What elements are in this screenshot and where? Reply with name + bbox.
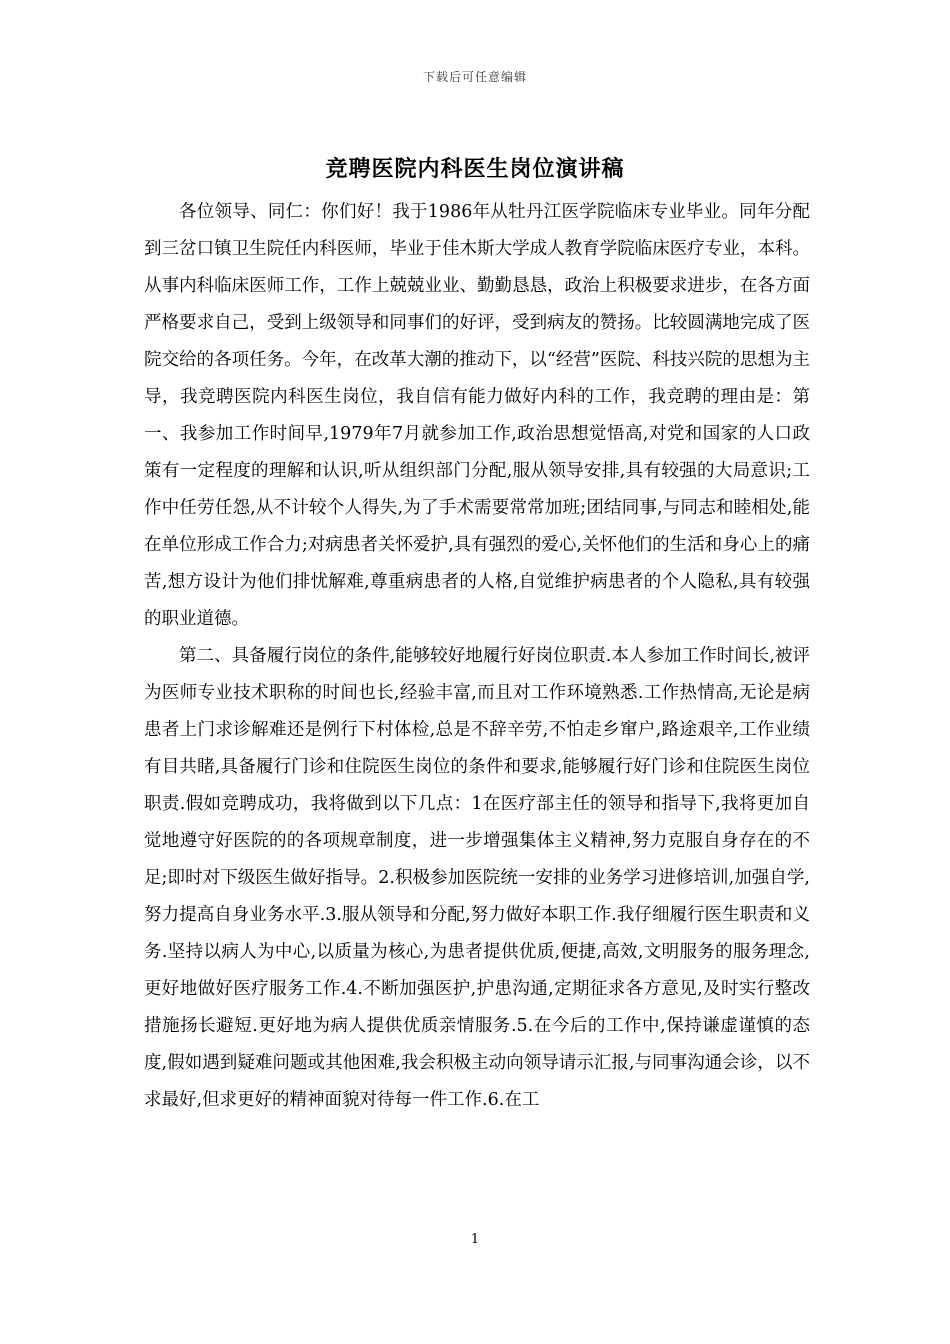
document-title: 竞聘医院内科医生岗位演讲稿 — [325, 156, 625, 182]
page-header: 下载后可任意编辑 — [422, 70, 527, 84]
page-number: 1 — [470, 1232, 480, 1247]
paragraph-1: 各位领导、同仁：你们好！我于1986年从牡丹江医学院临床专业毕业。同年分配到三岔口镇卫生院任内科医师，毕业于佳木斯大学成人教育学院临床医疗专业，本科。从事内科临床医师工作，工作上兢兢业业、勤勤恳恳，政治上积极要求进步，在各方面严格要求自己，受到上级领导和同事们的好评，受到病友的赞扬。比较圆满地完成了医院交给的各项任务。今年，在改革大潮的推动下，以“经营”医院、科技兴院的思想为主导，我竞聘医院内科医生岗位，我自信有能力做好内科的工作，我竞聘的理由是：第一、我参加工作时间早,1979年7月就参加工作,政治思想觉悟高,对党和国家的人口政策有一定程度的理解和认识,听从组织部门分配,服从领导安排,具有较强的大局意识;工作中任劳任怨,从不计较个人得失,为了手术需要常常加班;团结同事,与同志和睦相处,能在单位形成工作合力;对病患者关怀爱护,具有强烈的爱心,关怀他们的生活和身心上的痛苦,想方设计为他们排忧解难,尊重病患者的人格,自觉维护病患者的个人隐私,具有较强的职业道德。 — [144, 202, 810, 629]
paragraph-2: 第二、具备履行岗位的条件,能够较好地履行好岗位职责.本人参加工作时间长,被评为医师专业技术职称的时间也长,经验丰富,而且对工作环境熟悉.工作热情高,无论是病患者上门求诊解难还是例行下村体检,总是不辞辛劳,不怕走乡窜户,路途艰辛,工作业绩有目共睹,具备履行门诊和住院医生岗位的条件和要求,能够履行好门诊和住院医生岗位职责.假如竞聘成功，我将做到以下几点：1在医疗部主任的领导和指导下,我将更加自觉地遵守好医院的的各项规章制度，进一步增强集体主义精神,努力克服自身存在的不足;即时对下级医生做好指导。2.积极参加医院统一安排的业务学习进修培训,加强自学,努力提高自身业务水平.3.服从领导和分配,努力做好本职工作.我仔细履行医生职责和义务.坚持以病人为中心,以质量为核心,为患者提供优质,便捷,高效,文明服务的服务理念,更好地做好医疗服务工作.4.不断加强医护,护患沟通,定期征求各方意见,及时实行整改措施扬长避短.更好地为病人提供优质亲情服务.5.在今后的工作中,保持谦虚谨慎的态度,假如遇到疑难问题或其他困难,我会积极主动向领导请示汇报,与同事沟通会诊，以不求最好,但求更好的精神面貌对待每一件工作.6.在工 — [144, 646, 810, 1110]
document-body — [144, 194, 810, 1119]
